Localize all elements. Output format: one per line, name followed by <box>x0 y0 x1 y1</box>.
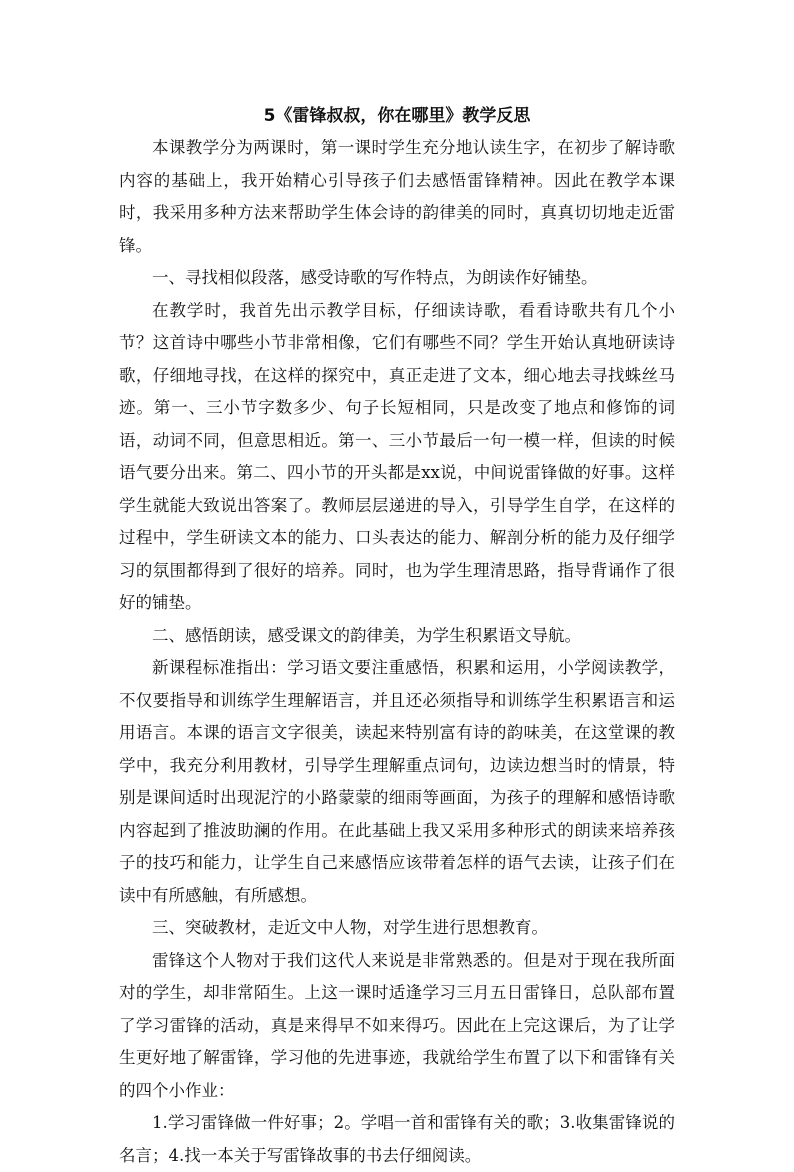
paragraph-section-2: 新课程标准指出：学习语文要注重感悟，积累和运用，小学阅读教学，不仅要指导和训练学生理解语言，并且还必须指导和训练学生积累语言和运用语言。本课的语言文字很美，读起来特别富有诗的韵味美，在这堂课的教学中，我充分利用教材，引导学生理解重点词句，边读边想当时的情景，特别是课间适时出现泥泞的小路蒙蒙的细雨等画面，为孩子的理解和感悟诗歌内容起到了推波助澜的作用。在此基础上我又采用多种形式的朗读来培养孩子的技巧和能力，让学生自己来感悟应该带着怎样的语气去读，让孩子们在读中有所感触，有所感想。 <box>119 658 675 905</box>
document-page <box>119 100 675 1172</box>
paragraph-section-1: 在教学时，我首先出示教学目标，仔细读诗歌，看看诗歌共有几个小节？这首诗中哪些小节非常相像，它们有哪些不同？学生开始认真地研读诗歌，仔细地寻找，在这样的探究中，真正走进了文本，细心地去寻找蛛丝马迹。第一、三小节字数多少、句子长短相同，只是改变了地点和修饰的词语，动词不同，但意思相近。第一、三小节最后一句一模一样，但读的时候语气要分出来。第二、四小节的开头都是xx说，中间说雷锋做的好事。这样学生就能大致说出答案了。教师层层递进的导入，引导学生自学，在这样的过程中，学生研读文本的能力、口头表达的能力、解剖分析的能力及仔细学习的氛围都得到了很好的培养。同时，也为学生理清思路，指导背诵作了很好的铺垫。 <box>119 300 675 612</box>
document-title: 5《雷锋叔叔，你在哪里》教学反思 <box>263 106 531 126</box>
section-heading-1: 一、寻找相似段落，感受诗歌的写作特点，为朗读作好铺垫。 <box>152 268 598 287</box>
section-heading-3: 三、突破教材，走近文中人物，对学生进行思想教育。 <box>152 918 548 937</box>
paragraph-homework-list: 1.学习雷锋做一件好事；2。学唱一首和雷锋有关的歌；3.收集雷锋说的名言；4.找一本关于写雷锋故事的书去仔细阅读。 <box>119 1113 675 1165</box>
paragraph-section-3: 雷锋这个人物对于我们这代人来说是非常熟悉的。但是对于现在我所面对的学生，却非常陌生。上这一课时适逢学习三月五日雷锋日，总队部布置了学习雷锋的活动，真是来得早不如来得巧。因此在上完这课后，为了让学生更好地了解雷锋，学习他的先进事迹，我就给学生布置了以下和雷锋有关的四个小作业： <box>119 950 675 1100</box>
paragraph-intro: 本课教学分为两课时，第一课时学生充分地认读生字，在初步了解诗歌内容的基础上，我开始精心引导孩子们去感悟雷锋精神。因此在教学本课时，我采用多种方法来帮助学生体会诗的韵律美的同时，真真切切地走近雷锋。 <box>119 138 675 255</box>
section-heading-2: 二、感悟朗读，感受课文的韵律美，为学生积累语文导航。 <box>152 625 581 645</box>
